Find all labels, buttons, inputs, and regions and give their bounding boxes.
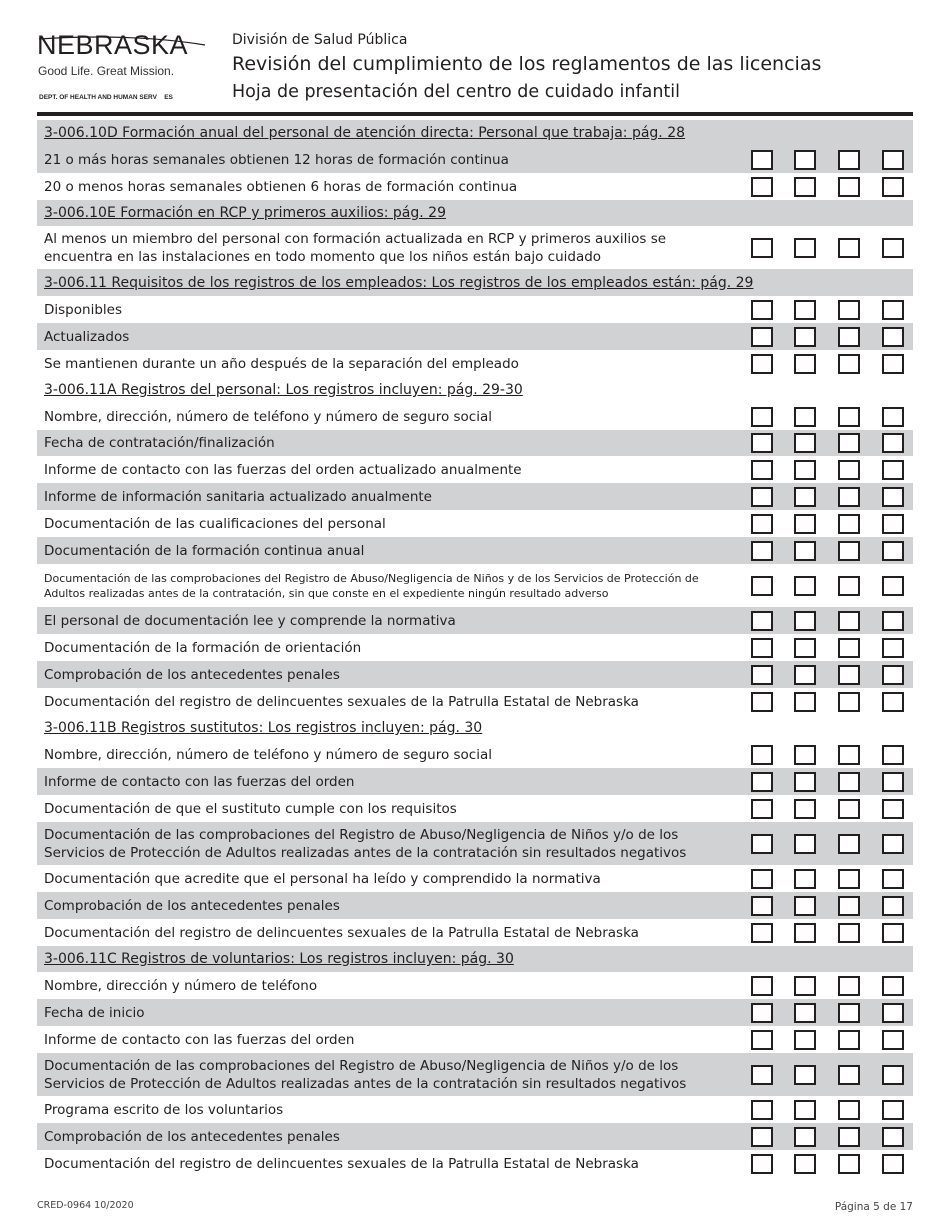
checklist-row: [37, 822, 913, 865]
checklist-row: [37, 1123, 913, 1150]
checkbox-1[interactable]: [751, 692, 773, 712]
checkbox-group: [751, 834, 911, 854]
document-header: [232, 30, 821, 106]
checkbox-2[interactable]: [794, 834, 816, 854]
checklist-row: [37, 1026, 913, 1053]
checklist-row: [37, 350, 913, 377]
checklist-row: [37, 865, 913, 892]
document-title: Revisión del cumplimiento de los reglamentos de las licencias: [232, 53, 822, 75]
header-rule: [37, 112, 913, 116]
checkbox-group: [751, 407, 911, 427]
checkbox-2[interactable]: [794, 1030, 816, 1050]
page-number: Página 5 de 17: [834, 1201, 913, 1213]
checkbox-4[interactable]: [882, 976, 904, 996]
checkbox-1[interactable]: [751, 1030, 773, 1050]
checkbox-group: [751, 1030, 911, 1050]
checklist-item-label: 20 o menos horas semanales obtienen 6 horas de formación continua: [44, 178, 518, 195]
checkbox-4[interactable]: [882, 177, 904, 197]
checkbox-4[interactable]: [882, 1100, 904, 1120]
logo-department: DEPT. OF HEALTH AND HUMAN SERV ES: [39, 94, 173, 101]
checkbox-2[interactable]: [794, 665, 816, 685]
checkbox-4[interactable]: [882, 150, 904, 170]
checkbox-3[interactable]: [838, 433, 860, 453]
checklist-item-label: Actualizados: [44, 328, 130, 345]
checkbox-1[interactable]: [751, 541, 773, 561]
checklist-item-label: Nombre, dirección y número de teléfono: [44, 977, 318, 994]
checkbox-4[interactable]: [882, 541, 904, 561]
checkbox-4[interactable]: [882, 1127, 904, 1147]
checkbox-1[interactable]: [751, 976, 773, 996]
checkbox-1[interactable]: [751, 923, 773, 943]
checkbox-group: [751, 460, 911, 480]
checkbox-1[interactable]: [751, 665, 773, 685]
checkbox-4[interactable]: [882, 923, 904, 943]
checklist-item-label: El personal de documentación lee y comprende la normativa: [44, 612, 456, 629]
checkbox-group: [751, 869, 911, 889]
checkbox-3[interactable]: [838, 300, 860, 320]
checklist-table: [37, 120, 913, 1177]
checklist-row: [37, 1150, 913, 1177]
checkbox-3[interactable]: [838, 407, 860, 427]
checklist-row: [37, 226, 913, 269]
checklist-item-label: Informe de contacto con las fuerzas del orden actualizado anualmente: [44, 461, 522, 478]
checkbox-2[interactable]: [794, 692, 816, 712]
checklist-row: [37, 403, 913, 430]
checkbox-2[interactable]: [794, 638, 816, 658]
checkbox-4[interactable]: [882, 834, 904, 854]
checkbox-4[interactable]: [882, 407, 904, 427]
checklist-row: [37, 456, 913, 483]
section-heading-row: [37, 715, 913, 741]
checklist-row: [37, 323, 913, 350]
checkbox-3[interactable]: [838, 354, 860, 374]
checklist-item-label: Nombre, dirección, número de teléfono y número de seguro social: [44, 746, 492, 763]
checklist-item-label: Documentación del registro de delincuentes sexuales de la Patrulla Estatal de Nebraska: [44, 693, 639, 710]
checkbox-2[interactable]: [794, 923, 816, 943]
checkbox-1[interactable]: [751, 487, 773, 507]
checkbox-3[interactable]: [838, 327, 860, 347]
checkbox-3[interactable]: [838, 665, 860, 685]
checkbox-group: [751, 327, 911, 347]
checkbox-3[interactable]: [838, 1100, 860, 1120]
checklist-item-label: Informe de contacto con las fuerzas del orden: [44, 1031, 355, 1048]
checklist-item-label: Documentación de la formación continua anual: [44, 542, 365, 559]
checkbox-2[interactable]: [794, 611, 816, 631]
checkbox-1[interactable]: [751, 514, 773, 534]
checkbox-4[interactable]: [882, 354, 904, 374]
checklist-row: [37, 741, 913, 768]
checkbox-4[interactable]: [882, 799, 904, 819]
checkbox-2[interactable]: [794, 541, 816, 561]
checkbox-4[interactable]: [882, 487, 904, 507]
checklist-row: [37, 892, 913, 919]
section-heading-row: [37, 200, 913, 226]
checkbox-2[interactable]: [794, 745, 816, 765]
checkbox-3[interactable]: [838, 576, 860, 596]
checkbox-1[interactable]: [751, 300, 773, 320]
checkbox-3[interactable]: [838, 1065, 860, 1085]
checkbox-3[interactable]: [838, 611, 860, 631]
checkbox-3[interactable]: [838, 1030, 860, 1050]
section-heading-row: [37, 120, 913, 146]
checkbox-1[interactable]: [751, 1003, 773, 1023]
checkbox-group: [751, 300, 911, 320]
checklist-row: [37, 1053, 913, 1096]
checkbox-1[interactable]: [751, 638, 773, 658]
checkbox-4[interactable]: [882, 745, 904, 765]
checkbox-group: [751, 638, 911, 658]
section-heading-row: [37, 377, 913, 403]
checklist-item-label: Documentación de las cualificaciones del personal: [44, 515, 386, 532]
checkbox-1[interactable]: [751, 745, 773, 765]
checkbox-2[interactable]: [794, 799, 816, 819]
logo-tagline: Good Life. Great Mission.: [38, 64, 175, 78]
checklist-row: [37, 972, 913, 999]
checkbox-3[interactable]: [838, 1154, 860, 1174]
checkbox-group: [751, 487, 911, 507]
checklist-row: [37, 537, 913, 564]
checkbox-2[interactable]: [794, 327, 816, 347]
checkbox-group: [751, 354, 911, 374]
checkbox-1[interactable]: [751, 799, 773, 819]
division-name: División de Salud Pública: [232, 32, 408, 48]
checklist-row: [37, 634, 913, 661]
checkbox-group: [751, 433, 911, 453]
checklist-row: [37, 564, 913, 607]
checkbox-group: [751, 576, 911, 596]
checklist-row: [37, 795, 913, 822]
checkbox-4[interactable]: [882, 692, 904, 712]
checkbox-3[interactable]: [838, 1127, 860, 1147]
checkbox-2[interactable]: [794, 1065, 816, 1085]
checkbox-4[interactable]: [882, 1154, 904, 1174]
checklist-item-label: Comprobación de los antecedentes penales: [44, 897, 340, 914]
checkbox-1[interactable]: [751, 1100, 773, 1120]
checkbox-group: [751, 611, 911, 631]
checkbox-group: [751, 896, 911, 916]
checklist-row: [37, 607, 913, 634]
checkbox-2[interactable]: [794, 238, 816, 258]
checkbox-2[interactable]: [794, 150, 816, 170]
checkbox-group: [751, 1154, 911, 1174]
form-id: CRED-0964 10/2020: [37, 1200, 134, 1211]
checklist-row: [37, 146, 913, 173]
checklist-row: [37, 768, 913, 795]
checkbox-4[interactable]: [882, 1003, 904, 1023]
checklist-item-label: Disponibles: [44, 301, 122, 318]
section-heading: 3-006.11A Registros del personal: Los registros incluyen: pág. 29-30: [44, 382, 523, 398]
section-heading: 3-006.10E Formación en RCP y primeros auxilios: pág. 29: [44, 205, 446, 221]
checkbox-4[interactable]: [882, 238, 904, 258]
checklist-item-label: Programa escrito de los voluntarios: [44, 1101, 284, 1118]
checklist-row: [37, 919, 913, 946]
checklist-item-label: Documentación de las comprobaciones del Registro de Abuso/Negligencia de Niños y de los Servicios de Protección de Adultos realizadas antes de la contratación, sin que conste en el expediente ningún resultado adverso: [44, 571, 699, 600]
checkbox-1[interactable]: [751, 460, 773, 480]
checkbox-1[interactable]: [751, 611, 773, 631]
checklist-item-label: Comprobación de los antecedentes penales: [44, 666, 340, 683]
checkbox-2[interactable]: [794, 1154, 816, 1174]
checkbox-group: [751, 177, 911, 197]
checkbox-group: [751, 1065, 911, 1085]
checkbox-4[interactable]: [882, 327, 904, 347]
checklist-item-label: Fecha de inicio: [44, 1004, 145, 1021]
checkbox-4[interactable]: [882, 433, 904, 453]
checkbox-group: [751, 799, 911, 819]
checklist-row: [37, 688, 913, 715]
checkbox-4[interactable]: [882, 611, 904, 631]
checkbox-group: [751, 745, 911, 765]
checkbox-group: [751, 1003, 911, 1023]
checkbox-2[interactable]: [794, 177, 816, 197]
checkbox-group: [751, 541, 911, 561]
checkbox-2[interactable]: [794, 576, 816, 596]
checkbox-1[interactable]: [751, 433, 773, 453]
checkbox-2[interactable]: [794, 869, 816, 889]
checkbox-1[interactable]: [751, 576, 773, 596]
checkbox-2[interactable]: [794, 1100, 816, 1120]
checkbox-4[interactable]: [882, 1030, 904, 1050]
checkbox-3[interactable]: [838, 514, 860, 534]
checkbox-2[interactable]: [794, 772, 816, 792]
checkbox-3[interactable]: [838, 638, 860, 658]
checkbox-2[interactable]: [794, 433, 816, 453]
checklist-item-label: Documentación de las comprobaciones del Registro de Abuso/Negligencia de Niños y/o de los Servicios de Protección de Adultos realizadas antes de la contratación sin resultados negativos: [44, 1057, 687, 1092]
checklist-item-label: Comprobación de los antecedentes penales: [44, 1128, 340, 1145]
checkbox-3[interactable]: [838, 834, 860, 854]
checkbox-2[interactable]: [794, 487, 816, 507]
checklist-row: [37, 661, 913, 688]
checkbox-3[interactable]: [838, 772, 860, 792]
checkbox-3[interactable]: [838, 460, 860, 480]
checklist-item-label: Documentación de que el sustituto cumple con los requisitos: [44, 800, 457, 817]
checkbox-1[interactable]: [751, 354, 773, 374]
checklist-row: [37, 483, 913, 510]
checklist-item-label: 21 o más horas semanales obtienen 12 horas de formación continua: [44, 151, 509, 168]
checklist-item-label: Documentación de la formación de orientación: [44, 639, 362, 656]
checkbox-group: [751, 1127, 911, 1147]
checkbox-4[interactable]: [882, 460, 904, 480]
checkbox-3[interactable]: [838, 692, 860, 712]
checkbox-group: [751, 514, 911, 534]
checkbox-3[interactable]: [838, 541, 860, 561]
checkbox-1[interactable]: [751, 834, 773, 854]
checkbox-4[interactable]: [882, 896, 904, 916]
checkbox-4[interactable]: [882, 576, 904, 596]
checkbox-3[interactable]: [838, 923, 860, 943]
checkbox-1[interactable]: [751, 869, 773, 889]
checkbox-1[interactable]: [751, 772, 773, 792]
checklist-item-label: Fecha de contratación/finalización: [44, 435, 275, 451]
section-heading: 3-006.10D Formación anual del personal de atención directa: Personal que trabaja: pág. 28: [44, 125, 686, 141]
checkbox-1[interactable]: [751, 150, 773, 170]
checkbox-1[interactable]: [751, 1127, 773, 1147]
checkbox-2[interactable]: [794, 514, 816, 534]
checkbox-group: [751, 238, 911, 258]
checkbox-4[interactable]: [882, 665, 904, 685]
checkbox-3[interactable]: [838, 976, 860, 996]
checkbox-1[interactable]: [751, 238, 773, 258]
checklist-item-label: Documentación del registro de delincuentes sexuales de la Patrulla Estatal de Nebraska: [44, 924, 639, 941]
checkbox-3[interactable]: [838, 896, 860, 916]
checkbox-2[interactable]: [794, 896, 816, 916]
checklist-item-label: Documentación que acredite que el personal ha leído y comprendido la normativa: [44, 870, 601, 887]
checklist-row: [37, 430, 913, 456]
checkbox-group: [751, 692, 911, 712]
checkbox-3[interactable]: [838, 745, 860, 765]
checkbox-4[interactable]: [882, 514, 904, 534]
checklist-item-label: Informe de contacto con las fuerzas del orden: [44, 773, 355, 790]
checklist-row: [37, 999, 913, 1026]
checkbox-1[interactable]: [751, 407, 773, 427]
checklist-row: [37, 173, 913, 200]
checkbox-2[interactable]: [794, 460, 816, 480]
section-heading-row: [37, 269, 913, 296]
checkbox-group: [751, 1100, 911, 1120]
checkbox-2[interactable]: [794, 300, 816, 320]
checkbox-1[interactable]: [751, 177, 773, 197]
checkbox-3[interactable]: [838, 177, 860, 197]
checkbox-4[interactable]: [882, 869, 904, 889]
checklist-row: [37, 510, 913, 537]
document-subtitle: Hoja de presentación del centro de cuidado infantil: [232, 82, 681, 102]
checkbox-2[interactable]: [794, 354, 816, 374]
checkbox-4[interactable]: [882, 772, 904, 792]
checklist-item-label: Documentación del registro de delincuentes sexuales de la Patrulla Estatal de Nebraska: [44, 1155, 639, 1172]
checklist-item-label: Documentación de las comprobaciones del Registro de Abuso/Negligencia de Niños y/o de los Servicios de Protección de Adultos realizadas antes de la contratación sin resultados negativos: [44, 826, 687, 861]
checklist-item-label: Se mantienen durante un año después de la separación del empleado: [44, 355, 519, 372]
checkbox-2[interactable]: [794, 1127, 816, 1147]
checkbox-3[interactable]: [838, 238, 860, 258]
logo-wordmark: NEBRASKA: [37, 30, 189, 60]
checklist-row: [37, 296, 913, 323]
section-heading: 3-006.11B Registros sustitutos: Los registros incluyen: pág. 30: [44, 720, 483, 736]
checkbox-1[interactable]: [751, 1065, 773, 1085]
checkbox-1[interactable]: [751, 896, 773, 916]
checkbox-4[interactable]: [882, 1065, 904, 1085]
checkbox-2[interactable]: [794, 976, 816, 996]
checkbox-4[interactable]: [882, 300, 904, 320]
checklist-item-label: Nombre, dirección, número de teléfono y número de seguro social: [44, 408, 492, 425]
section-heading: 3-006.11 Requisitos de los registros de los empleados: Los registros de los empleados están: pág. 29: [44, 274, 754, 291]
section-heading-row: [37, 946, 913, 972]
checklist-item-label: Informe de información sanitaria actualizado anualmente: [44, 488, 432, 505]
nebraska-dhhs-logo: [37, 30, 217, 105]
checkbox-group: [751, 150, 911, 170]
checkbox-3[interactable]: [838, 799, 860, 819]
checklist-item-label: Al menos un miembro del personal con formación actualizada en RCP y primeros auxilios se encuentra en las instalaciones en todo momento que los niños están bajo cuidado: [44, 230, 667, 265]
checkbox-2[interactable]: [794, 407, 816, 427]
checkbox-group: [751, 923, 911, 943]
section-heading: 3-006.11C Registros de voluntarios: Los registros incluyen: pág. 30: [44, 951, 514, 967]
checkbox-3[interactable]: [838, 150, 860, 170]
checklist-row: [37, 1096, 913, 1123]
checkbox-4[interactable]: [882, 638, 904, 658]
checkbox-3[interactable]: [838, 487, 860, 507]
checkbox-1[interactable]: [751, 1154, 773, 1174]
checkbox-group: [751, 976, 911, 996]
checkbox-3[interactable]: [838, 869, 860, 889]
checkbox-2[interactable]: [794, 1003, 816, 1023]
checkbox-group: [751, 665, 911, 685]
checkbox-group: [751, 772, 911, 792]
checkbox-3[interactable]: [838, 1003, 860, 1023]
checkbox-1[interactable]: [751, 327, 773, 347]
